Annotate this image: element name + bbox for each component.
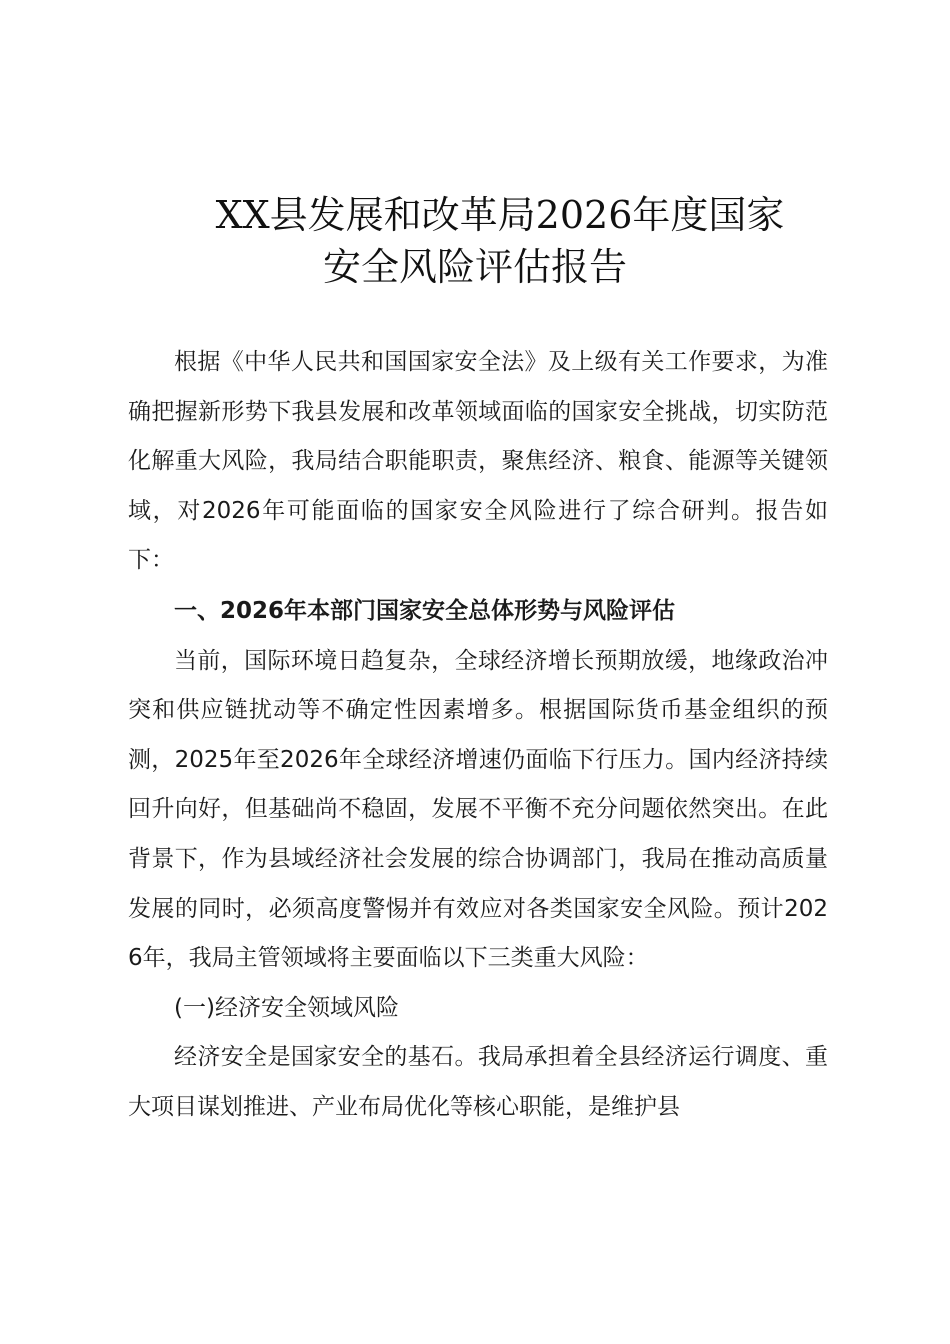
section-1-heading: 一、2026年本部门国家安全总体形势与风险评估 (174, 598, 676, 624)
section-1-block (128, 587, 828, 1133)
subsection-1-paragraph: 经济安全是国家安全的基石。我局承担着全县经济运行调度、重大项目谋划推进、产业布局优化等核心职能，是维护县 (128, 1044, 828, 1120)
document-title-line-2: 安全风险评估报告 (322, 245, 627, 289)
section-1-paragraph: 当前，国际环境日趋复杂，全球经济增长预期放缓，地缘政治冲突和供应链扰动等不确定性因素增多。根据国际货币基金组织的预测，2025年至2026年全球经济增速仍面临下行压力。国内经济持续回升向好，但基础尚不稳固，发展不平衡不充分问题依然突出。在此背景下，作为县域经济社会发展的综合协调部门，我局在推动高质量发展的同时，必须高度警惕并有效应对各类国家安全风险。预计2026年，我局主管领域将主要面临以下三类重大风险： (128, 647, 828, 972)
intro-paragraph: 根据《中华人民共和国国家安全法》及上级有关工作要求，为准确把握新形势下我县发展和改革领域面临的国家安全挑战，切实防范化解重大风险，我局结合职能职责，聚焦经济、粮食、能源等关键领域，对2026年可能面临的国家安全风险进行了综合研判。报告如下： (128, 349, 828, 574)
intro-block (128, 338, 828, 586)
subsection-1-heading: (一)经济安全领域风险 (174, 994, 399, 1021)
document-title-line-1: XX县发展和改革局2026年度国家 (215, 193, 785, 237)
